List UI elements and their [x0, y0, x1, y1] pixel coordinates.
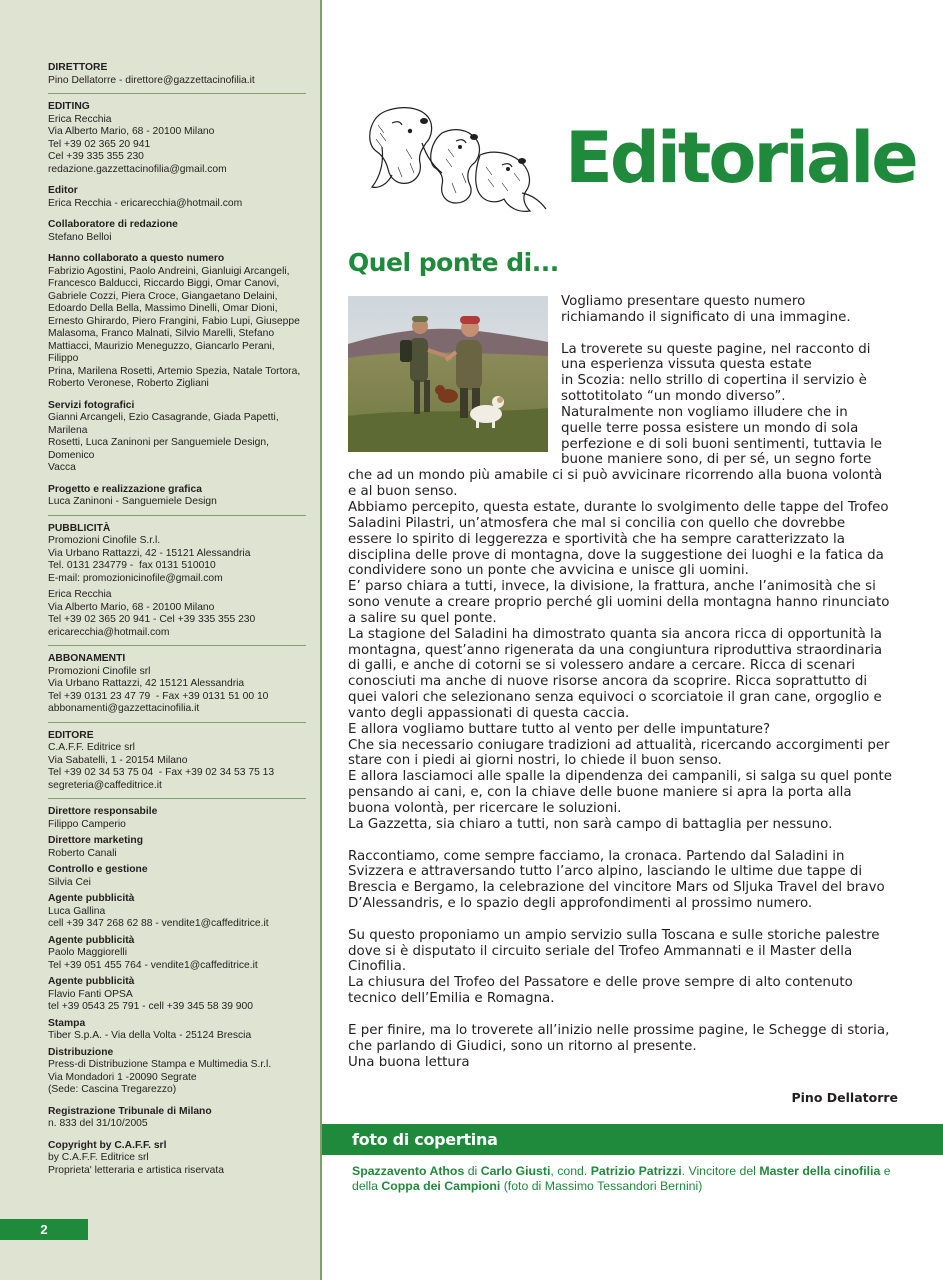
credit-heading: Registrazione Tribunale di Milano — [48, 1105, 212, 1117]
credit-line: Cel +39 335 355 230 — [48, 151, 144, 162]
credit-heading: Servizi fotografici — [48, 399, 135, 411]
caption-award-master: Master della cinofilia — [759, 1164, 881, 1178]
article-line: tecnico dell’Emilia e Romagna. — [348, 991, 555, 1007]
credit-line: Erica Recchia — [48, 589, 112, 600]
credit-line: Via Urbano Rattazzi, 42 15121 Alessandria — [48, 678, 245, 689]
article-line: Brescia e Bergamo, la celebrazione del vincitore Mars od Sljuka Travel del bravo — [348, 880, 885, 896]
credit-line: cell +39 347 268 62 88 - vendite1@caffeditrice.it — [48, 918, 269, 929]
credit-line: segreteria@caffeditrice.it — [48, 779, 162, 791]
page-title: Editoriale — [565, 117, 916, 199]
credit-line: Silvia Cei — [48, 876, 91, 888]
credit-block-editor — [48, 185, 306, 210]
credit-block-direttore-marketing — [48, 835, 306, 860]
cover-photo-title: foto di copertina — [352, 1130, 498, 1149]
credit-line: Rosetti, Luca Zaninoni per Sanguemiele Design, Domenico — [48, 437, 272, 461]
credit-line: Luca Gallina — [48, 905, 106, 917]
credit-line: Gianni Arcangeli, Ezio Casagrande, Giada Papetti, Marilena — [48, 412, 282, 436]
article-headline: Quel ponte di... — [348, 248, 559, 277]
credit-line: Tel. 0131 234779 - fax 0131 510010 — [48, 560, 216, 571]
credit-line: Luca Zaninoni - Sanguemiele Design — [48, 496, 217, 507]
credit-block-editing — [48, 101, 306, 176]
credit-block-progetto — [48, 484, 306, 516]
credit-heading: Direttore marketing — [48, 835, 143, 846]
credit-line: Ernesto Ghirardo, Piero Frangini, Fabio Lupi, Giuseppe — [48, 315, 300, 327]
credit-heading: Controllo e gestione — [48, 864, 148, 875]
credit-line: abbonamenti@gazzettacinofilia.it — [48, 703, 200, 714]
article-line: E allora lasciamoci alle spalle la dipendenza dei campanili, si salga su quel ponte — [348, 769, 892, 785]
credit-heading: Stampa — [48, 1017, 86, 1029]
credit-heading: Copyright by C.A.F.F. srl — [48, 1139, 167, 1151]
article-line: Che sia necessario coniugare tradizioni ad attualità, ricercando accorgimenti per — [348, 737, 890, 753]
cover-photo-header — [322, 1124, 943, 1155]
credit-line: Via Sabatelli, 1 - 20154 Milano — [48, 754, 188, 766]
credit-line: ericarecchia@hotmail.com — [48, 626, 170, 638]
credit-line: Press-di Distribuzione Stampa e Multimedia S.r.l. — [48, 1059, 272, 1070]
article-line: La chiusura del Trofeo del Passatore e delle prove sempre di alto contenuto — [348, 975, 853, 991]
article-line: quei valori che selezionano senza equivoci o scorciatoie il gran cane, orgoglio e — [348, 690, 882, 706]
article-line: essere lo spirito di leggerezza e sportività che ha sempre caratterizzato la — [348, 531, 845, 547]
article-line: D’Alessandris, e lo spazio degli approfondimenti al prossimo numero. — [348, 896, 813, 912]
article-line: dove si è disputato il circuito seriale del Trofeo Ammannati e il Master della — [348, 943, 853, 959]
credit-line: Edoardo Della Bella, Massimo Dinelli, Omar Dioni, — [48, 303, 278, 314]
credit-block-controllo — [48, 864, 306, 889]
credit-line: Flavio Fanti OPSA — [48, 988, 133, 1000]
article-line: buona volontà, per ricercare le soluzioni. — [348, 801, 622, 816]
article-line: che parlando di Giudici, sono un ritorno al presente. — [348, 1038, 697, 1054]
credit-line: Erica Recchia — [48, 113, 112, 125]
credit-line: Via Alberto Mario, 68 - 20100 Milano — [48, 126, 215, 137]
credit-line: n. 833 del 31/10/2005 — [48, 1118, 148, 1129]
credit-line: redazione.gazzettacinofilia@gmail.com — [48, 163, 227, 175]
article-line: Naturalmente non vogliamo illudere che in — [561, 404, 848, 420]
credit-block-copyright — [48, 1140, 306, 1178]
article-line: quelle terre possa esistere un mondo di sola — [561, 420, 859, 436]
article-line: Cinofilia. — [348, 959, 407, 975]
credit-line: Erica Recchia - ericarecchia@hotmail.com — [48, 197, 243, 209]
article-paragraph — [348, 928, 906, 1007]
article-line: montagna, quest’anno rigenerata da una congiuntura riproduttiva straordinaria — [348, 642, 883, 658]
credit-line: Prina, Marilena Rosetti, Artemio Spezia, Natale Tortora, — [48, 365, 301, 377]
credit-line: Francesco Balducci, Riccardo Biggi, Omar Canovi, — [48, 278, 280, 289]
credit-line: tel +39 0543 25 791 - cell +39 345 58 39 900 — [48, 1001, 253, 1012]
article-line: che ad un mondo più amabile ci si può avvicinare ricorrendo alla buona volontà — [348, 468, 883, 484]
article-line: Svizzera e attraversando tutto l’arco alpino, lasciando le ultime due tappe di — [348, 864, 863, 880]
credit-line: Via Urbano Rattazzi, 42 - 15121 Alessandria — [48, 547, 251, 559]
credit-line: Pino Dellatorre - direttore@gazzettacinofilia.it — [48, 74, 255, 86]
caption-text: . Vincitore del — [681, 1164, 760, 1178]
credit-line: Proprieta' letteraria e artistica riservata — [48, 1164, 224, 1176]
article-line: di galli, e anche di cotorni se si volessero andare a cercare. Ricca di scenari — [348, 658, 856, 674]
credit-line: Tel +39 02 34 53 75 04 - Fax +39 02 34 53 75 13 — [48, 767, 275, 778]
credit-line: Mattiacci, Maurizio Meneguzzo, Giancarlo Perani, Filippo — [48, 340, 278, 364]
credit-block-agente1 — [48, 893, 306, 931]
credit-heading: EDITORE — [48, 729, 94, 741]
credit-block-agente2 — [48, 935, 306, 973]
caption-dog-name: Spazzavento Athos — [352, 1164, 465, 1178]
credit-block-hanno-collaborato — [48, 253, 306, 391]
credit-line: Tel +39 02 365 20 941 - Cel +39 335 355 230 — [48, 614, 256, 625]
editorial-body — [348, 294, 906, 1086]
credit-block-collaboratore — [48, 219, 306, 244]
credit-line: E-mail: promozionicinofile@gmail.com — [48, 572, 223, 584]
credit-heading: Hanno collaborato a questo numero — [48, 253, 225, 264]
credit-line: Roberto Veronese, Roberto Zigliani — [48, 378, 209, 389]
credit-heading: Editor — [48, 185, 78, 196]
credit-heading: PUBBLICITÀ — [48, 522, 111, 534]
credit-block-abbonamenti — [48, 653, 306, 723]
credit-heading: Progetto e realizzazione grafica — [48, 483, 202, 495]
credit-line: C.A.F.F. Editrice srl — [48, 742, 135, 753]
article-line: E’ parso chiara a tutti, invece, la divisione, la frattura, anche l’animosità che si — [348, 579, 876, 595]
caption-text: e della — [352, 1164, 891, 1193]
article-line: una esperienza vissuta questa estate — [561, 357, 812, 373]
article-signature: Pino Dellatorre — [791, 1090, 898, 1105]
credit-block-pubblicita — [48, 523, 306, 647]
caption-text: (foto di Massimo Tessandori Bernini) — [500, 1179, 703, 1193]
page-number: 2 — [0, 1219, 88, 1240]
credit-block-registrazione — [48, 1106, 306, 1131]
article-line: buone maniere sono, di per sé, un segno forte — [561, 452, 872, 468]
credit-line: Via Alberto Mario, 68 - 20100 Milano — [48, 601, 215, 613]
article-line: stare con i piedi ai giorni nostri, lo chiede il buon senso. — [348, 753, 722, 769]
credit-heading: DIRETTORE — [48, 62, 108, 73]
credit-block-direttore-responsabile — [48, 806, 306, 831]
article-line: condividere sono un ponte che avvicina e unisce gli uomini. — [348, 563, 749, 579]
article-line: sono venute a creare proprio perché gli uomini della montagna hanno rinunciato — [348, 595, 890, 611]
credit-line: Tel +39 0131 23 47 79 - Fax +39 0131 51 00 10 — [48, 690, 269, 702]
credit-line: Promozioni Cinofile srl — [48, 665, 151, 677]
article-line: Vogliamo presentare questo numero — [561, 294, 806, 309]
credit-heading: Direttore responsabile — [48, 806, 158, 817]
article-line: Una buona lettura — [348, 1054, 470, 1070]
credit-block-direttore — [48, 62, 306, 94]
credit-heading: ABBONAMENTI — [48, 653, 126, 664]
credit-block-distribuzione — [48, 1047, 306, 1097]
credit-block-servizi-fotografici — [48, 400, 306, 475]
credit-line: Promozioni Cinofile S.r.l. — [48, 535, 161, 546]
article-paragraph — [348, 1023, 906, 1071]
credit-line: Tel +39 02 365 20 941 — [48, 138, 151, 150]
cover-photo-caption — [352, 1164, 912, 1194]
credit-line: by C.A.F.F. Editrice srl — [48, 1152, 149, 1163]
credit-heading: Agente pubblicità — [48, 934, 135, 946]
credit-line: Fabrizio Agostini, Paolo Andreini, Gianluigi Arcangeli, — [48, 265, 290, 277]
credit-line: Roberto Canali — [48, 847, 117, 859]
masthead-sidebar — [0, 0, 322, 1280]
article-line: a salire su quel ponte. — [348, 610, 497, 626]
caption-award-coppa: Coppa dei Campioni — [381, 1179, 501, 1193]
article-line: sottotitolato “un mondo diverso”. — [561, 389, 786, 405]
credit-line: Filippo Camperio — [48, 818, 126, 830]
caption-owner: Carlo Giusti — [480, 1164, 551, 1178]
article-line: perfezione e di soli buoni sentimenti, tuttavia le — [561, 436, 883, 452]
credit-line: Tiber S.p.A. - Via della Volta - 25124 Brescia — [48, 1030, 252, 1041]
credit-block-stampa — [48, 1018, 306, 1043]
credit-heading: EDITING — [48, 101, 90, 112]
credit-line: Vacca — [48, 462, 76, 473]
credit-line: Tel +39 051 455 764 - vendite1@caffeditrice.it — [48, 959, 258, 971]
article-line: e al buon senso. — [348, 484, 458, 500]
article-line: in Scozia: nello strillo di copertina il servizio è — [561, 373, 867, 389]
hunting-dogs-illustration — [362, 103, 550, 217]
credit-line: Malasoma, Franco Malnati, Silvio Marelli, Stefano — [48, 328, 275, 339]
credit-line: (Sede: Cascina Tregarezzo) — [48, 1084, 177, 1095]
article-line: La troverete su queste pagine, nel racconto di — [561, 341, 871, 357]
article-line: conosciuti ma anche di nuove risorse ancora da scoprire. Ricca soprattutto di — [348, 674, 868, 690]
caption-handler: Patrizio Patrizzi — [590, 1164, 682, 1178]
credit-line: Gabriele Cozzi, Piera Croce, Giangaetano Delaini, — [48, 290, 278, 302]
article-line: E allora vogliamo buttare tutto al vento per delle impuntature? — [348, 721, 771, 737]
credit-line: Paolo Maggiorelli — [48, 947, 127, 958]
article-paragraph — [348, 849, 906, 912]
article-line: Abbiamo percepito, questa estate, durante lo svolgimento delle tappe del Trofeo — [348, 499, 889, 515]
credit-heading: Distribuzione — [48, 1046, 114, 1058]
credit-heading: Collaboratore di redazione — [48, 219, 178, 230]
credit-block-agente3 — [48, 976, 306, 1014]
article-line: vanto degli appassionati di questa caccia. — [348, 705, 630, 721]
caption-text: , cond. — [550, 1164, 591, 1178]
credit-block-editore — [48, 730, 306, 800]
credit-line: Via Mondadori 1 -20090 Segrate — [48, 1071, 197, 1083]
caption-text: di — [464, 1164, 481, 1178]
article-line: Su questo proponiamo un ampio servizio sulla Toscana e sulle storiche palestre — [348, 927, 880, 943]
article-line: richiamando il significato di una immagine. — [561, 309, 851, 325]
masthead-credits — [48, 62, 306, 1186]
credit-heading: Agente pubblicità — [48, 893, 135, 904]
article-line: Saladini Pilastri, un’atmosfera che mal si concilia con quello che dovrebbe — [348, 515, 846, 531]
article-line: La Gazzetta, sia chiaro a tutti, non sarà campo di battaglia per nessuno. — [348, 816, 833, 832]
article-line: La stagione del Saladini ha dimostrato quanta sia ancora ricca di opportunità la — [348, 626, 882, 642]
article-line: disciplina delle prove di montagna, dove la suggestione dei luoghi e la fatica da — [348, 547, 884, 563]
article-line: Raccontiamo, come sempre facciamo, la cronaca. Partendo dal Saladini in — [348, 848, 845, 864]
article-line: E per finire, ma lo troverete all’inizio nelle prossime pagine, le Schegge di storia, — [348, 1022, 890, 1038]
credit-line: Stefano Belloi — [48, 231, 112, 243]
article-line: pensando ai cani, e, con la chiave delle buone maniere si apra la porta alla — [348, 785, 852, 801]
credit-heading: Agente pubblicità — [48, 976, 135, 987]
